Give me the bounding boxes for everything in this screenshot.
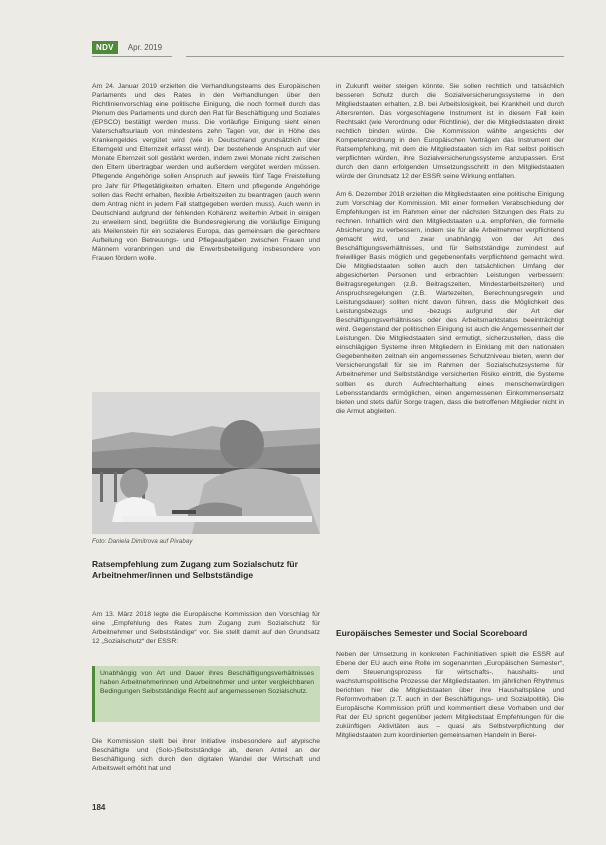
paragraph: Die Kommission stellt bei ihrer Initiative insbesondere auf atypische Beschäftigte und (Solo-)Selbstständige ab, deren Anteil an der Beschäftigung sich durch den digitalen Wandel der Wirtschaft und Arbeitswelt erhöht hat und — [92, 738, 320, 773]
heading-text: Europäisches Semester und Social Scoreboard — [336, 628, 528, 638]
section1-paragraph-2 — [92, 737, 320, 781]
page-header — [92, 41, 162, 54]
callout-accent-bar — [92, 666, 95, 722]
paragraph: Neben der Umsetzung in konkreten Fachinitiativen spielt die ESSR auf Ebene der EU auch eine Rolle im sogenannten „Europäischen Semester“, dem Steuerungsprozess für wirtschafts-, haushalts- und wachstumspolitische Prozesse der Mitgliedstaaten. Im jährlichen Rhythmus berichten hier die Mitgliedstaaten über ihre Haushaltspläne und Reformvorhaben (z.T. auch in der Beschäftigungs- und Sozialpolitik). Die Europäische Kommission prüft und kommentiert diese Vorhaben und der Rat der EU spricht gegenüber jedem Mitgliedstaat Empfehlungen für die zukünftigen Aktivitäten aus – quasi als Selbstverpflichtung der Mitgliedstaaten zum koordinierten gemeinsamen Handeln in Berei- — [336, 651, 564, 740]
photo-caption: Foto: Daniela Dimitrova auf Pixabay — [92, 538, 193, 545]
column-right-top — [336, 82, 564, 424]
section1-paragraph-1 — [92, 610, 320, 654]
issue-date: Apr. 2019 — [127, 43, 163, 52]
column-left-intro — [92, 82, 320, 271]
paragraph: Am 13. März 2018 legte die Europäische Kommission den Vorschlag für eine „Empfehlung des Rates zum Zugang zum Sozialschutz für Arbeitnehmer und Selbstständige“ vor. Sie stellt damit auf den Grundsatz 12 „Sozialschutz“ der ESSR: — [92, 611, 320, 646]
article-photo — [92, 392, 320, 534]
header-rule-right — [186, 56, 564, 57]
section2-paragraph — [336, 650, 564, 748]
intro-paragraph: Am 24. Januar 2019 erzielten die Verhandlungsteams des Europäischen Parlaments und des Rates in den Verhandlungen über den Richtlinienvorschlag eine politische Einigung, die noch formell durch das Plenum des Parlaments und durch den Rat für Beschäftigung und Soziales (EPSCO) bestätigt werden muss. Die vorläufige Einigung sieht einen Vaterschaftsurlaub von mindestens zehn Tagen vor, der in Höhe des Krankengeldes vergütet wird (wie in Deutschland grundsätzlich über Elterngeld und Elternzeit erfasst wird). Der bestehende Anspruch auf vier Monate Elternzeit soll gestärkt werden, indem zwei Monate nicht zwischen den Eltern übertragbar werden und außerdem vergütet werden müssen. Pflegende Angehörige sollen Anspruch auf jeweils fünf Tage Freistellung pro Jahr für Pflegetätigkeiten erhalten. Eltern und pflegende Angehörige sollen das Recht erhalten, flexible Arbeitszeiten zu beantragen (auch wenn dem Antrag nicht in jedem Fall stattgegeben werden muss). Auch wenn in Deutschland aufgrund der fehlenden Kohärenz weiterhin Arbeit in einigen zu erweitern sind, begrüßte die Bundesregierung die vorläufige Einigung als Meilenstein für ein sozialeres Europa, das gemeinsam die gerechtere Aufteilung von Betreuungs- und Pflegeaufgaben zwischen Frauen und Männern voranbringen und die Erwerbsbeteiligung insbesondere von Frauen fördern wolle. — [92, 83, 320, 262]
section-heading-ratsempfehlung — [92, 559, 320, 580]
section-heading-semester — [336, 628, 564, 639]
header-rule-left — [92, 56, 172, 57]
journal-badge: NDV — [92, 41, 118, 54]
callout-text: Unabhängig von Art und Dauer ihres Beschäftigungsverhältnisses haben Arbeitnehmerinnen und Arbeitnehmer und unter vergleichbaren Bedingungen Selbstständige Recht auf angemessenen Sozialschutz. — [100, 670, 314, 696]
paragraph: in Zukunft weiter steigen könnte. Sie sollen rechtlich und tatsächlich besseren Schutz durch die Sozialversicherungssysteme in den Mitgliedstaaten erhalten, z.B. bei Arbeitslosigkeit, bei Krankheit und durch Altersrenten. Das vorgeschlagene Instrument ist in diesem Fall kein Rechtsakt (wie Verordnung oder Richtlinie), der die Mitgliedstaaten direkt rechtlich binden würde. Die Kommission wählte angesichts der Kompetenzordnung in den Europäischen Verträgen das Instrument der Ratsempfehlung, mit dem die Mitgliedstaaten sich im Rat selbst politisch verpflichten würden, ihre Sozialversicherungssysteme anzupassen. Erst durch den dann erfolgenden Umsetzungsschritt in den Mitgliedstaaten würde der Grundsatz 12 der ESSR seine Wirkung entfalten. — [336, 83, 564, 181]
photo-father-child-drawing — [92, 392, 320, 534]
quote-callout — [92, 666, 320, 722]
paragraph: Am 6. Dezember 2018 erzielten die Mitgliedstaaten eine politische Einigung zum Vorschlag der Kommission. Mit einer formellen Verabschiedung der Empfehlungen ist im Rahmen einer der nächsten Sitzungen des Rats zu rechnen. Inhaltlich wird den Mitgliedstaaten u.a. empfohlen, die formelle Absicherung zu verbessern, indem sie für alle Arbeitnehmer verpflichtend gemacht wird, und zwar unabhängig von der Art des Beschäftigungsverhältnisses, und für Selbstständige zumindest auf freiwilliger Basis möglich und gegebenenfalls verpflichtend gemacht wird. Die Mitgliedstaaten sollen auch den tatsächlichen Umfang der abgesicherten Personen und erbrachten Leistungen verbessern: Beitragsregelungen (z.B. Beitragszeiten, Mindestarbeitszeiten) und Anspruchsregelungen (z.B. Wartezeiten, Berechnungsregeln und Leistungsdauer) sollten nicht davon führen, dass die Möglichkeit des Leistungsbezugs und -bezugs aufgrund der Art der Beschäftigungsverhältnisses oder des Arbeitsmarktstatus beeinträchtigt wird. Gegenstand der politischen Einigung ist auch die Angemessenheit der Leistungen. Die Mitgliedstaaten sind ermutigt, sicherzustellen, dass die einschlägigen Systeme ihren Mitgliedern in Einklang mit den nationalen Gegebenheiten zeitnah ein angemessenes Schutzniveau bieten, wenn der Versicherungsfall für sie im Rahmen der Sozialschutzsysteme für Arbeitnehmer und Selbstständige versicherten Risiko eintritt, die Systeme sollten es durch Aufrechterhaltung eines menschenwürdigen Lebensstandards ermöglichen, einen angemessenen Einkommensersatz bieten und stets dafür Sorge tragen, dass die betroffenen Mitglieder nicht in die Armut abgleiten. — [336, 190, 564, 415]
page-number: 184 — [92, 803, 106, 812]
heading-text: Ratsempfehlung zum Zugang zum Sozialschutz für Arbeitnehmer/innen und Selbstständige — [92, 559, 298, 580]
